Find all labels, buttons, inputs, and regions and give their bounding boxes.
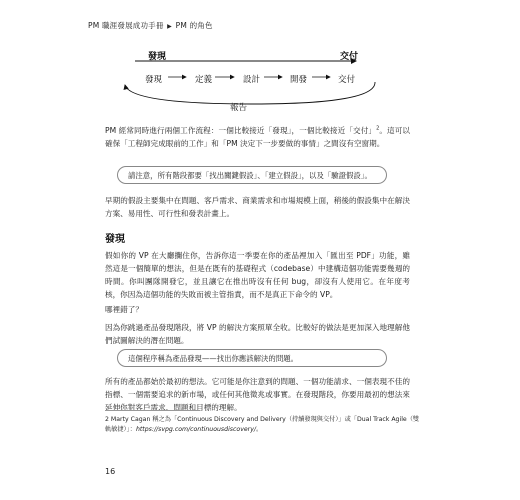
- paragraph-4: 哪裡錯了？: [105, 305, 143, 314]
- step-discover: 發現: [145, 75, 163, 85]
- workflow-diagram: [0, 0, 520, 120]
- footnote-url: https://svpg.com/continuousdiscovery/: [135, 426, 256, 433]
- step-design: 設計: [243, 75, 261, 85]
- paragraph-1-text: PM 經常同時進行兩個工作流程：一個比較接近「發現」，一個比較接近「交付」: [105, 126, 377, 135]
- discovery-label: 發現: [148, 52, 167, 62]
- paragraph-1: [105, 124, 410, 150]
- footnote-text: Marty Cagan 稱之為「Continuous Discovery and Delivery（持續發現與交付）」或「Dual Track Agile（雙軌敏捷）」：: [105, 416, 420, 433]
- workflow-diagram-lines: [0, 0, 520, 120]
- play-triangle-icon: ▶: [167, 23, 172, 30]
- paragraph-1-tail: 。這可以確保「工程師完成眼前的工作」和「PM 決定下一步要做的事情」之間沒有空窗期。: [105, 126, 410, 148]
- step-develop: 開發: [290, 75, 308, 85]
- footnote-number: 2: [105, 416, 109, 423]
- callout-product-discovery: 這個程序稱為產品發現——找出你應該解決的問題。: [117, 349, 387, 367]
- paragraph-6: 所有的產品都始於最初的想法。它可能是你注意到的問題、一個功能請求、一個表現不佳的指標、一個需要追求的新市場，或任何其他徵兆或事實。在發現階段，你要用最初的想法來延伸你對客戶需求、問題和目標的理解。: [105, 377, 410, 412]
- footnote-ref: 2: [376, 125, 380, 132]
- page-number: 16: [105, 467, 116, 476]
- delivery-label: 交付: [340, 52, 359, 62]
- paragraph-3: 假如你的 VP 在大廳攔住你，告訴你這一季要在你的產品裡加入「匯出至 PDF」功能，雖然這是一個簡單的想法，但是在既有的基礎程式（codebase）中建構這個功能需要幾週的時間。你叫團隊開發它，並且讓它在推出時沒有任何 bug，卻沒有人使用它。在年度考核，你因為這個功能的失敗而被主管指責，而不是真正下命令的 VP。: [105, 251, 410, 299]
- footnote: [105, 415, 420, 435]
- callout-assumptions: 請注意，所有階段都要「找出關鍵假設」、「建立假設」，以及「驗證假設」。: [117, 166, 387, 184]
- step-define: 定義: [195, 75, 213, 85]
- chapter-title: PM 的角色: [175, 21, 213, 30]
- footnote-end: 。: [255, 426, 263, 433]
- report-label: 報告: [230, 103, 248, 113]
- book-title: PM 職涯發展成功手冊: [88, 21, 164, 30]
- footnote-divider: [105, 410, 200, 411]
- step-deliver: 交付: [338, 75, 356, 85]
- paragraph-5: 因為你跳過產品發現階段，將 VP 的解決方案照單全收。比較好的做法是更加深入地理解他們試圖解決的潛在問題。: [105, 323, 410, 345]
- report-loop-arrow: [125, 82, 375, 104]
- paragraph-2: 早期的假設主要集中在問題、客戶需求、商業需求和市場規模上面，稍後的假設集中在解決方案、易用性、可行性和發表計畫上。: [105, 196, 410, 218]
- section-heading-discovery: 發現: [105, 234, 125, 245]
